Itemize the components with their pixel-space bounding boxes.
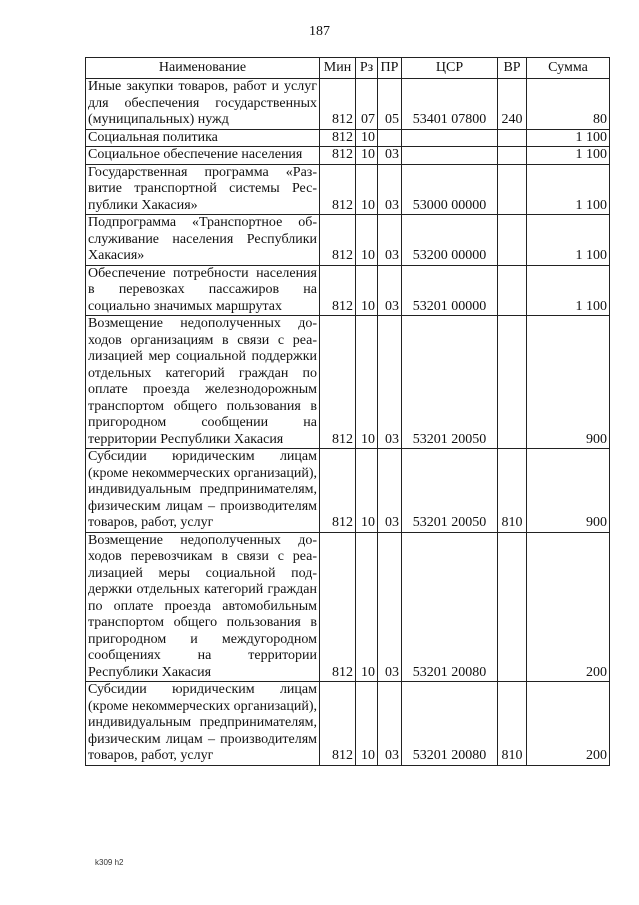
row-name: Иные закупки товаров, работ и услуг для обеспечения государственных (муниципальных) нужд: [86, 79, 320, 130]
row-rz: 10: [356, 682, 378, 766]
row-vr: 810: [498, 682, 527, 766]
row-sum: 1 100: [527, 129, 610, 147]
row-min: 812: [320, 215, 356, 266]
row-rz: 10: [356, 129, 378, 147]
row-rz: 10: [356, 164, 378, 215]
table-row: [86, 532, 610, 682]
row-rz: 10: [356, 265, 378, 316]
row-rz: 10: [356, 316, 378, 449]
row-vr: [498, 164, 527, 215]
row-pr: 05: [378, 79, 402, 130]
row-vr: [498, 129, 527, 147]
column-header-pr: ПР: [378, 58, 402, 79]
row-pr: 03: [378, 532, 402, 682]
row-name: Обеспечение потребности населения в перевозках пассажиров на социально значимых маршрутах: [86, 265, 320, 316]
row-vr: [498, 316, 527, 449]
footer-code: k309 h2: [95, 858, 124, 867]
column-header-name: Наименование: [86, 58, 320, 79]
table-row: [86, 215, 610, 266]
row-name: Субсидии юридическим лицам (кроме некоммерческих организаций), индивидуальным предпринимателям, физическим лицам – производителям товаров, работ, услуг: [86, 449, 320, 533]
row-min: 812: [320, 164, 356, 215]
row-csr: [402, 129, 498, 147]
row-sum: 80: [527, 79, 610, 130]
table-row: [86, 265, 610, 316]
page-number: 187: [309, 24, 330, 39]
row-sum: 200: [527, 532, 610, 682]
table-header-row: [86, 58, 610, 79]
row-pr: 03: [378, 164, 402, 215]
row-sum: 900: [527, 449, 610, 533]
column-header-vr: ВР: [498, 58, 527, 79]
row-pr: 03: [378, 215, 402, 266]
table-row: [86, 449, 610, 533]
row-name: Возмещение недополученных доходов перевозчикам в связи с реализацией меры социальной поддержки отдельных категорий граждан по оплате проезда автомобильным транспортом общего пользования в пригородном и междугородном сообщениях на территории Республики Хакасия: [86, 532, 320, 682]
row-csr: 53401 07800: [402, 79, 498, 130]
row-min: 812: [320, 316, 356, 449]
row-name: Подпрограмма «Транспортное обслуживание населения Республики Хакасия»: [86, 215, 320, 266]
row-min: 812: [320, 532, 356, 682]
row-vr: [498, 265, 527, 316]
table-row: [86, 79, 610, 130]
row-csr: 53201 20050: [402, 316, 498, 449]
row-rz: 10: [356, 449, 378, 533]
row-pr: 03: [378, 147, 402, 165]
row-vr: 240: [498, 79, 527, 130]
row-sum: 900: [527, 316, 610, 449]
column-header-sum: Сумма: [527, 58, 610, 79]
row-pr: [378, 129, 402, 147]
row-pr: 03: [378, 449, 402, 533]
row-pr: 03: [378, 682, 402, 766]
table-row: [86, 147, 610, 165]
column-header-csr: ЦСР: [402, 58, 498, 79]
budget-table: [85, 57, 610, 766]
row-csr: [402, 147, 498, 165]
row-name: Возмещение недополученных доходов организациям в связи с реализацией мер социальной поддержки отдельных категорий граждан по оплате проезда железнодорожным транспортом общего пользования в пригородном сообщении на территории Республики Хакасия: [86, 316, 320, 449]
row-min: 812: [320, 265, 356, 316]
row-vr: [498, 147, 527, 165]
row-csr: 53000 00000: [402, 164, 498, 215]
row-min: 812: [320, 147, 356, 165]
table-row: [86, 316, 610, 449]
row-vr: 810: [498, 449, 527, 533]
table-row: [86, 164, 610, 215]
row-sum: 200: [527, 682, 610, 766]
row-sum: 1 100: [527, 164, 610, 215]
row-rz: 10: [356, 215, 378, 266]
row-csr: 53201 20050: [402, 449, 498, 533]
row-sum: 1 100: [527, 147, 610, 165]
row-csr: 53201 20080: [402, 532, 498, 682]
row-min: 812: [320, 129, 356, 147]
row-pr: 03: [378, 265, 402, 316]
row-vr: [498, 215, 527, 266]
column-header-rz: Рз: [356, 58, 378, 79]
row-sum: 1 100: [527, 265, 610, 316]
row-sum: 1 100: [527, 215, 610, 266]
row-csr: 53200 00000: [402, 215, 498, 266]
table-row: [86, 682, 610, 766]
row-min: 812: [320, 79, 356, 130]
row-rz: 07: [356, 79, 378, 130]
column-header-min: Мин: [320, 58, 356, 79]
row-pr: 03: [378, 316, 402, 449]
row-csr: 53201 00000: [402, 265, 498, 316]
row-rz: 10: [356, 147, 378, 165]
row-name: Субсидии юридическим лицам (кроме некоммерческих организаций), индивидуальным предпринимателям, физическим лицам – производителям товаров, работ, услуг: [86, 682, 320, 766]
row-min: 812: [320, 682, 356, 766]
row-min: 812: [320, 449, 356, 533]
row-csr: 53201 20080: [402, 682, 498, 766]
row-name: Государственная программа «Развитие транспортной системы Республики Хакасия»: [86, 164, 320, 215]
row-name: Социальное обеспечение населения: [86, 147, 320, 165]
row-vr: [498, 532, 527, 682]
row-rz: 10: [356, 532, 378, 682]
table-row: [86, 129, 610, 147]
row-name: Социальная политика: [86, 129, 320, 147]
